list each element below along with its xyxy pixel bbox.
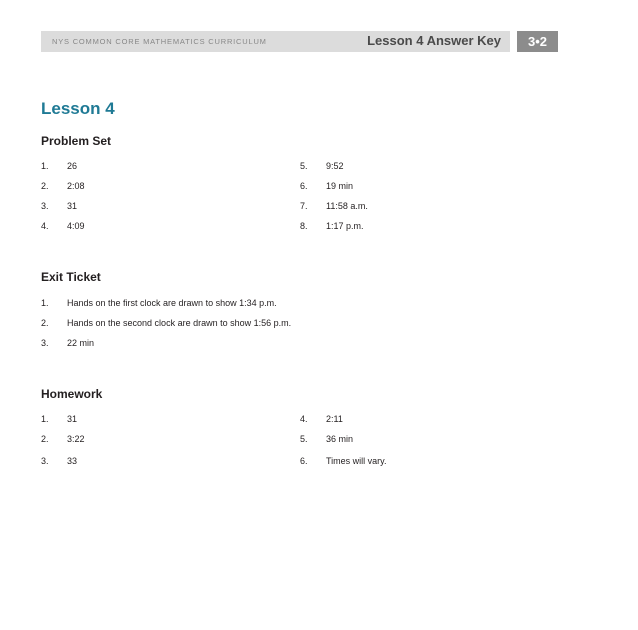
- problem-set-heading: Problem Set: [41, 134, 112, 148]
- answer-value: Hands on the second clock are drawn to show 1:56 p.m.: [67, 318, 292, 328]
- answer-value: 26: [67, 161, 78, 171]
- lesson-answer-key-label: Lesson 4 Answer Key: [367, 33, 501, 48]
- answer-number: 5.: [300, 161, 308, 171]
- answer-number: 5.: [300, 434, 308, 444]
- answer-number: 3.: [41, 456, 49, 466]
- answer-number: 1.: [41, 161, 49, 171]
- answer-value: 19 min: [326, 181, 354, 191]
- answer-number: 6.: [300, 456, 308, 466]
- answer-value: 4:09: [67, 221, 85, 231]
- answer-number: 4.: [41, 221, 49, 231]
- grade-module-badge: 3•2: [517, 31, 558, 52]
- answer-value: 2:08: [67, 181, 85, 191]
- answer-number: 3.: [41, 338, 49, 348]
- answer-number: 2.: [41, 434, 49, 444]
- answer-value: Hands on the first clock are drawn to show 1:34 p.m.: [67, 298, 277, 308]
- answer-number: 4.: [300, 414, 308, 424]
- answer-value: 1:17 p.m.: [326, 221, 364, 231]
- answer-number: 2.: [41, 318, 49, 328]
- answer-number: 1.: [41, 414, 49, 424]
- answer-value: 31: [67, 414, 78, 424]
- exit-ticket-heading: Exit Ticket: [41, 270, 101, 284]
- answer-value: 36 min: [326, 434, 354, 444]
- homework-heading: Homework: [41, 387, 103, 401]
- answer-number: 3.: [41, 201, 49, 211]
- answer-number: 1.: [41, 298, 49, 308]
- answer-value: 22 min: [67, 338, 95, 348]
- answer-value: 9:52: [326, 161, 344, 171]
- lesson-title: Lesson 4: [41, 99, 115, 118]
- answer-value: Times will vary.: [326, 456, 387, 466]
- header-bar: [41, 31, 510, 52]
- answer-number: 8.: [300, 221, 308, 231]
- page-header: [41, 31, 558, 52]
- answer-value: 3:22: [67, 434, 85, 444]
- answer-number: 2.: [41, 181, 49, 191]
- curriculum-label: NYS COMMON CORE MATHEMATICS CURRICULUM: [52, 37, 267, 46]
- answer-value: 31: [67, 201, 78, 211]
- answer-value: 11:58 a.m.: [326, 201, 368, 211]
- answer-value: 33: [67, 456, 78, 466]
- answer-number: 7.: [300, 201, 308, 211]
- answer-value: 2:11: [326, 414, 343, 424]
- answer-number: 6.: [300, 181, 308, 191]
